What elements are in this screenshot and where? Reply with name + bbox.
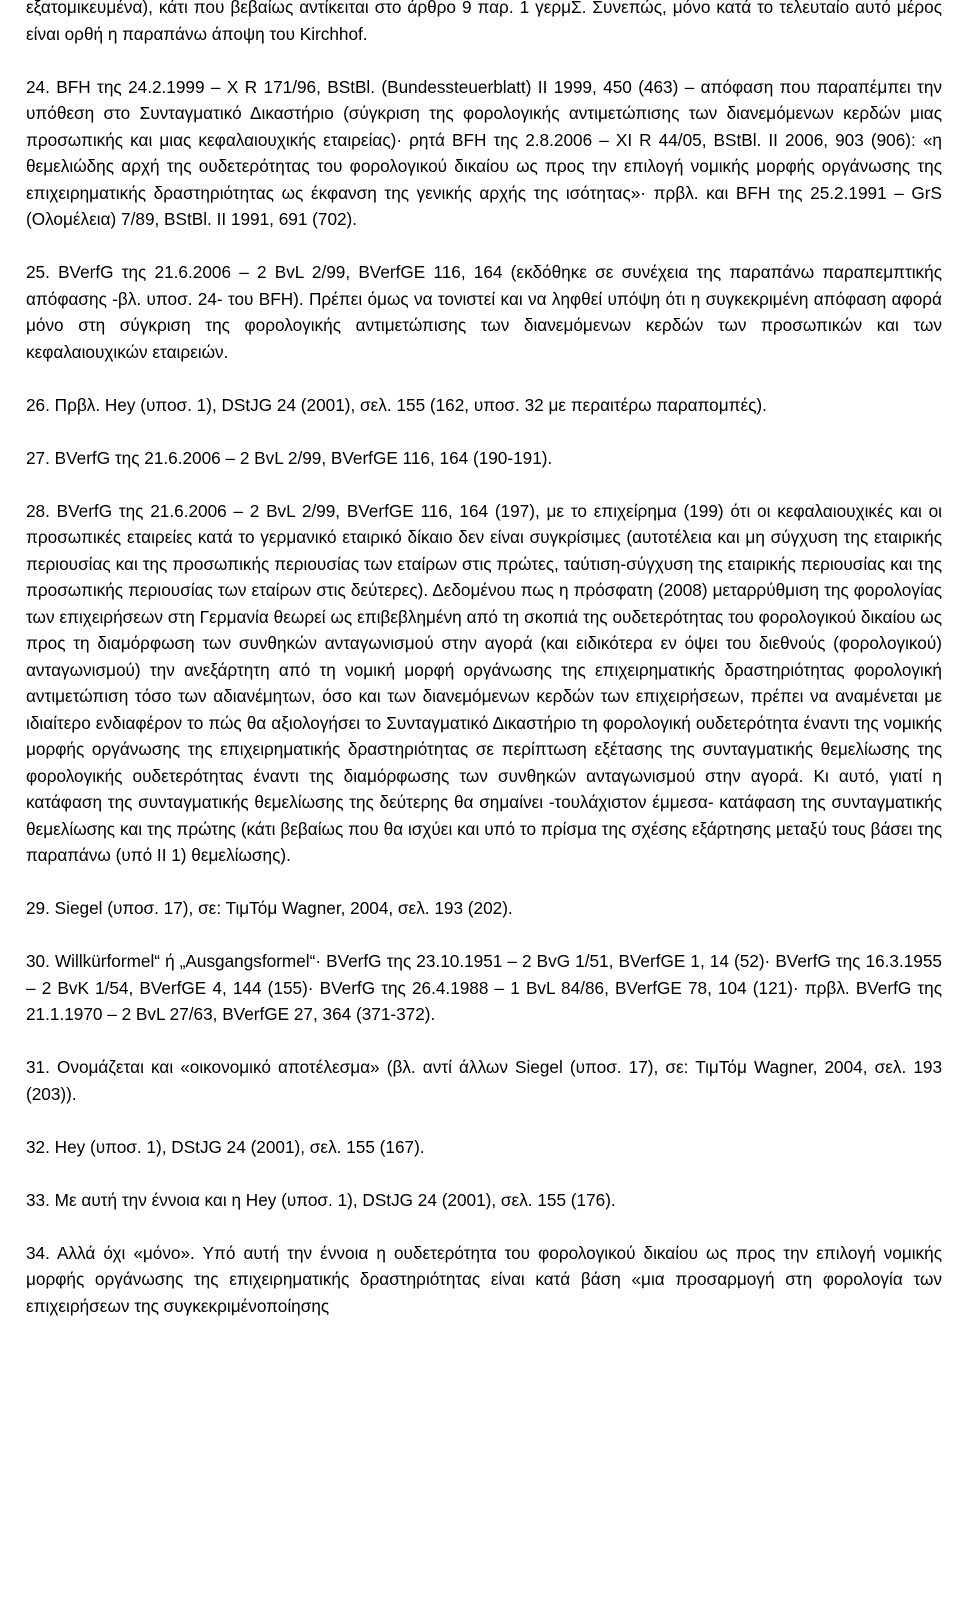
footnote-30: 30. Willkürformel“ ή „Ausgangsformel“· BVerfG της 23.10.1951 – 2 BvG 1/51, BVerfGE 1, 14 (52)· BVerfG της 16.3.1955 – 2 BvK 1/54, BVerfGE 4, 144 (155)· BVerfG της 26.4.1988 – 1 BvL 84/86, BVerfGE 78, 104 (121)· πρβλ. BVerfG της 21.1.1970 – 2 BvL 27/63, BVerfGE 27, 364 (371-372).: [26, 951, 942, 1024]
footnote-24: 24. BFH της 24.2.1999 – X R 171/96, BStBl. (Bundessteuerblatt) II 1999, 450 (463) – απόφαση που παραπέμπει την υπόθεση στο Συνταγματικό Δικαστήριο (σύγκριση της φορολογικής αντιμετώπισης των διανεμόμενων κερδών μιας προσωπικής και μιας κεφαλαιουχικής εταιρείας)· ρητά BFH της 2.8.2006 – XI R 44/05, BStBl. II 2006, 903 (906): «η θεμελιώδης αρχή της ουδετερότητας του φορολογικού δικαίου ως προς την επιλογή νομικής μορφής οργάνωσης της επιχειρηματικής δραστηριότητας ως έκφανση της γενικής αρχής της ισότητας»· πρβλ. και BFH της 25.2.1991 – GrS (Ολομέλεια) 7/89, BStBl. II 1991, 691 (702).: [26, 76, 942, 229]
footnote-27: 27. BVerfG της 21.6.2006 – 2 BvL 2/99, BVerfGE 116, 164 (190-191).: [26, 447, 553, 468]
footnote-29: 29. Siegel (υποσ. 17), σε: ΤιμΤόμ Wagner, 2004, σελ. 193 (202).: [26, 898, 513, 918]
footnote-33: 33. Με αυτή την έννοια και η Hey (υποσ. 1), DStJG 24 (2001), σελ. 155 (176).: [26, 1189, 616, 1210]
footnote-26: 26. Πρβλ. Hey (υποσ. 1), DStJG 24 (2001), σελ. 155 (162, υποσ. 32 με περαιτέρω παραπομπές).: [26, 394, 767, 415]
footnote-34: 34. Αλλά όχι «μόνο». Υπό αυτή την έννοια η ουδετερότητα του φορολογικού δικαίου ως προς την επιλογή νομικής μορφής οργάνωσης της επιχειρηματικής δραστηριότητας είναι κατά βάση «μια προσαρμογή στη φορολογία των επιχειρήσεων της συγκεκριμένοποίησης: [26, 1242, 942, 1316]
footnote-28: 28. BVerfG της 21.6.2006 – 2 BvL 2/99, BVerfGE 116, 164 (197), με το επιχείρημα (199) ότι οι κεφαλαιουχικές και οι προσωπικές εταιρείες κατά το γερμανικό εταιρικό δίκαιο δεν είναι συγκρίσιμες (αυτοτέλεια και μη σύγχυση της εταιρικής περιουσίας και της προσωπικής περιουσίας των εταίρων στις πρώτες, ταύτιση-σύγχυση της εταιρικής περιουσίας και της προσωπικής περιουσίας των εταίρων στις δεύτερες). Δεδομένου πως η πρόσφατη (2008) μεταρρύθμιση της φορολογίας των επιχειρήσεων στη Γερμανία θεωρεί ως επιβεβλημένη από τη σκοπιά της ουδετερότητας του φορολογικού δικαίου ως προς τη διαμόρφωση των συνθηκών ανταγωνισμού στην αγορά (και ειδικότερα εν όψει του διεθνούς (φορολογικού) ανταγωνισμού) την ανεξάρτητη από τη νομική μορφή οργάνωσης της επιχειρηματικής δραστηριότητας φορολογική αντιμετώπιση τόσο των αδιανέμητων, όσο και των διανεμόμενων κερδών των επιχειρήσεων, πρέπει να αναμένεται με ιδιαίτερο ενδιαφέρον το πώς θα αξιολογήσει το Συνταγματικό Δικαστήριο τη φορολογική ουδετερότητα έναντι της νομικής μορφής οργάνωσης της επιχειρηματικής δραστηριότητας σε περίπτωση εξέτασης της συνταγματικής θεμελίωσης της φορολογικής ουδετερότητας έναντι της διαμόρφωσης των συνθηκών ανταγωνισμού στην αγορά. Κι αυτό, γιατί η κατάφαση της συνταγματικής θεμελίωσης της δεύτερης θα σημαίνει -τουλάχιστον έμμεσα- κατάφαση της συνταγματικής θεμελίωσης και της πρώτης (κάτι βεβαίως που θα ισχύει και υπό το πρίσμα της σχέσης εξάρτησης μεταξύ τους βάσει της παραπάνω (υπό II 1) θεμελίωσης).: [26, 500, 942, 865]
footnote-continuation: εξατομικευμένα), κάτι που βεβαίως αντίκειται στο άρθρο 9 παρ. 1 γερμΣ. Συνεπώς, μόνο κατά το τελευταίο αυτό μέρος είναι ορθή η παραπάνω άποψη του Kirchhof.: [26, 0, 942, 44]
footnote-25: 25. BVerfG της 21.6.2006 – 2 BvL 2/99, BVerfGE 116, 164 (εκδόθηκε σε συνέχεια της παραπάνω παραπεμπτικής απόφασης -βλ. υποσ. 24- του BFH). Πρέπει όμως να τονιστεί και να ληφθεί υπόψη ότι η συγκεκριμένη απόφαση αφορά μόνο στη σύγκριση της φορολογικής αντιμετώπισης των διανεμόμενων κερδών των προσωπικών και των κεφαλαιουχικών εταιρειών.: [26, 262, 942, 362]
footnote-31: 31. Ονομάζεται και «οικονομικό αποτέλεσμα» (βλ. αντί άλλων Siegel (υποσ. 17), σε: ΤιμΤόμ Wagner, 2004, σελ. 193 (203)).: [26, 1057, 942, 1104]
footnote-32: 32. Hey (υποσ. 1), DStJG 24 (2001), σελ. 155 (167).: [26, 1136, 425, 1157]
